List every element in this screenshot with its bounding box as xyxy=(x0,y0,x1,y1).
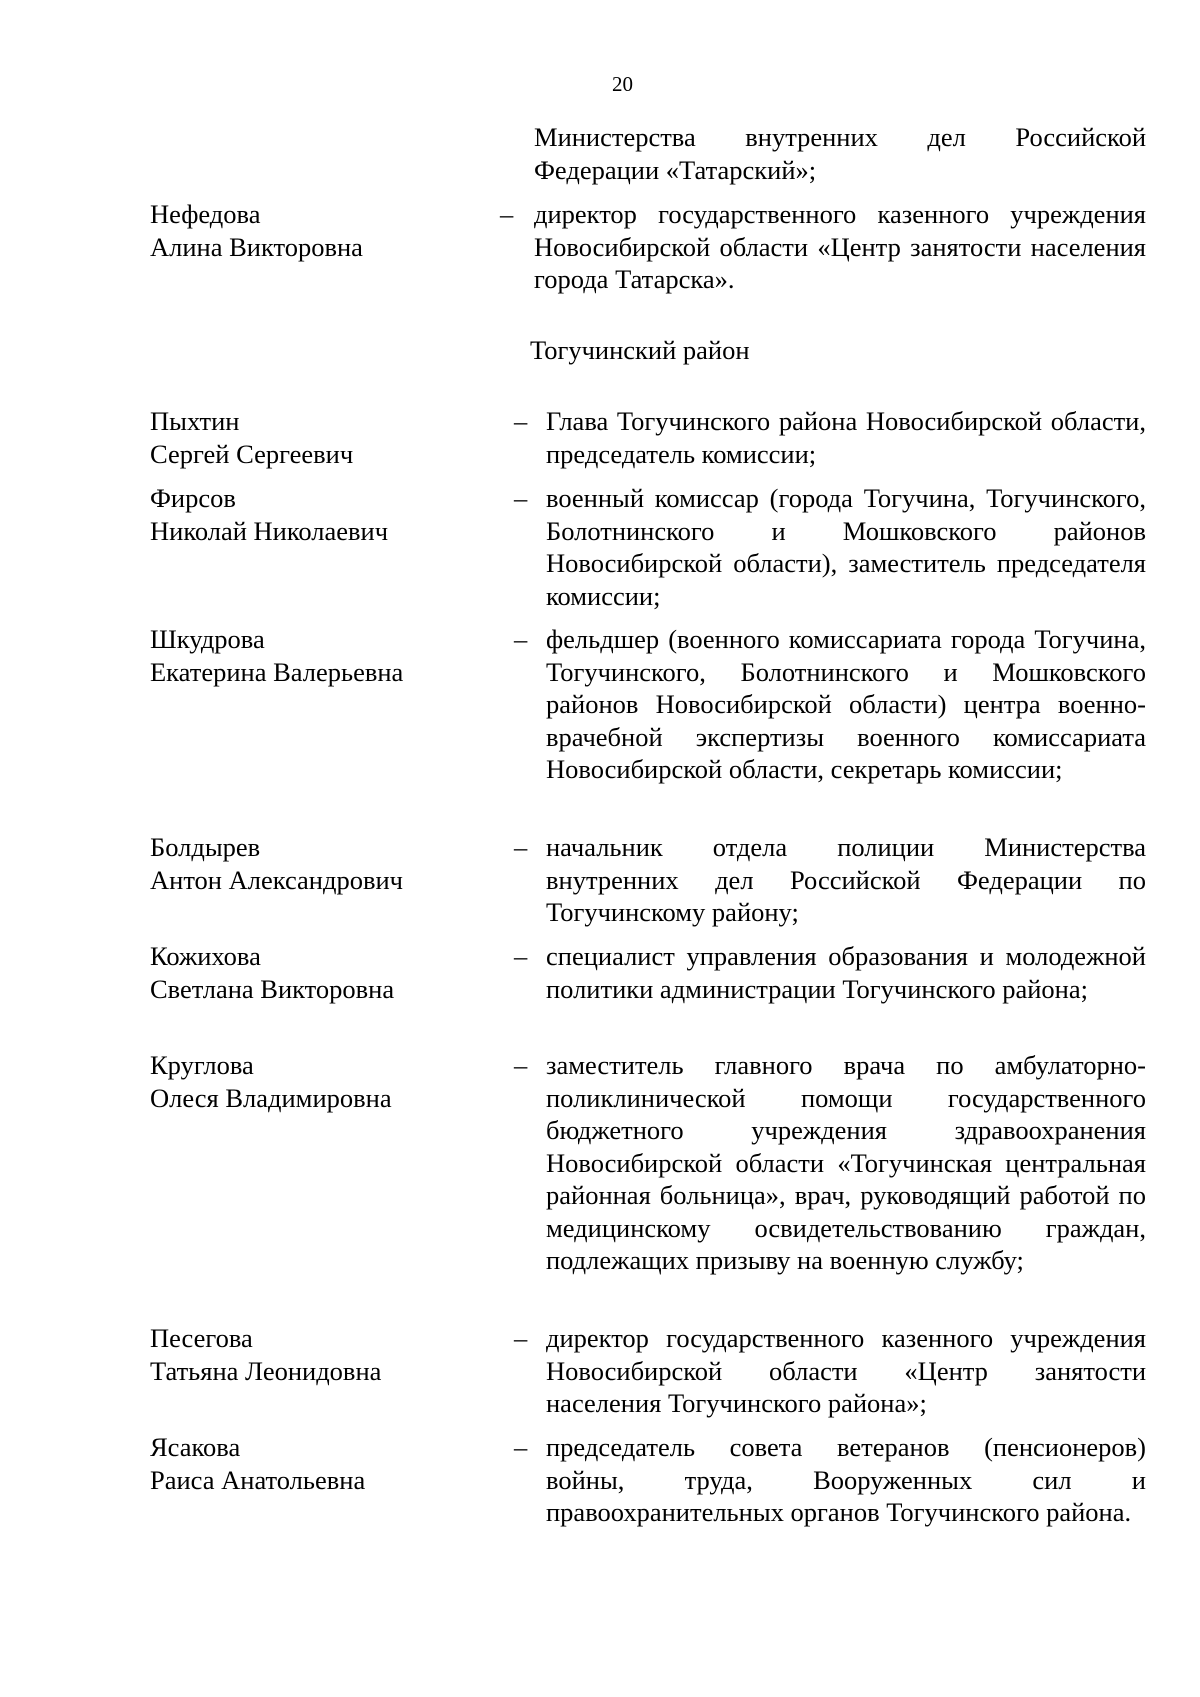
member-given-name: Екатерина Валерьевна xyxy=(150,656,404,687)
member-name xyxy=(150,623,480,688)
member-surname: Шкудрова xyxy=(150,624,265,654)
member-role: фельдшер (военного комиссариата города Тогучина, Тогучинского, Болотнинского и Мошковского районов Новосибирской области) центра военно-врачебной экспертизы военного комиссариата Новосибирской области, секретарь комиссии; xyxy=(546,624,1146,784)
member-role: начальник отдела полиции Министерства внутренних дел Российской Федерации по Тогучинскому району; xyxy=(546,832,1146,927)
member-surname: Песегова xyxy=(150,1323,253,1353)
member-name xyxy=(150,482,480,547)
member-surname: Ясакова xyxy=(150,1432,241,1462)
member-name xyxy=(150,1322,480,1387)
dash-separator: – xyxy=(514,832,528,862)
member-given-name: Антон Александрович xyxy=(150,864,403,895)
member-surname: Пыхтин xyxy=(150,406,240,436)
member-name xyxy=(150,1431,480,1496)
member-given-name: Татьяна Леонидовна xyxy=(150,1355,382,1386)
member-surname: Кожихова xyxy=(150,941,261,971)
member-name xyxy=(150,1049,480,1114)
member-role: Глава Тогучинского района Новосибирской области, председатель комиссии; xyxy=(546,406,1146,469)
member-name xyxy=(150,198,480,263)
member-given-name: Николай Николаевич xyxy=(150,515,389,546)
member-surname: Болдырев xyxy=(150,832,261,862)
dash-separator: – xyxy=(500,199,514,229)
member-given-name: Алина Викторовна xyxy=(150,231,363,262)
member-name xyxy=(150,405,480,470)
member-given-name: Раиса Анатольевна xyxy=(150,1464,366,1495)
dash-separator: – xyxy=(514,1323,528,1353)
dash-separator: – xyxy=(514,1050,528,1080)
continuation-text: Министерства внутренних дел Российской Федерации «Татарский»; xyxy=(534,122,1146,185)
member-given-name: Сергей Сергеевич xyxy=(150,438,354,469)
member-given-name: Олеся Владимировна xyxy=(150,1082,392,1113)
member-surname: Нефедова xyxy=(150,199,261,229)
page-number: 20 xyxy=(612,72,633,96)
member-role: заместитель главного врача по амбулаторно-поликлинической помощи государственного бюджетного учреждения здравоохранения Новосибирской области «Тогучинская центральная районная больница», врач, руководящий работой по медицинскому освидетельствованию граждан, подлежащих призыву на военную службу; xyxy=(546,1050,1146,1275)
member-role: председатель совета ветеранов (пенсионеров) войны, труда, Вооруженных сил и правоохранительных органов Тогучинского района. xyxy=(546,1432,1146,1527)
dash-separator: – xyxy=(514,406,528,436)
dash-separator: – xyxy=(514,624,528,654)
dash-separator: – xyxy=(514,483,528,513)
dash-separator: – xyxy=(514,941,528,971)
member-name xyxy=(150,831,480,896)
member-role: директор государственного казенного учреждения Новосибирской области «Центр занятости населения города Татарска». xyxy=(534,199,1146,294)
member-given-name: Светлана Викторовна xyxy=(150,973,395,1004)
section-title: Тогучинский район xyxy=(530,335,750,365)
dash-separator: – xyxy=(514,1432,528,1462)
member-surname: Круглова xyxy=(150,1050,254,1080)
member-role: военный комиссар (города Тогучина, Тогучинского, Болотнинского и Мошковского районов Новосибирской области), заместитель председателя комиссии; xyxy=(546,483,1146,611)
member-surname: Фирсов xyxy=(150,483,236,513)
member-name xyxy=(150,940,480,1005)
member-role: директор государственного казенного учреждения Новосибирской области «Центр занятости населения Тогучинского района»; xyxy=(546,1323,1146,1418)
member-role: специалист управления образования и молодежной политики администрации Тогучинского района; xyxy=(546,941,1146,1004)
